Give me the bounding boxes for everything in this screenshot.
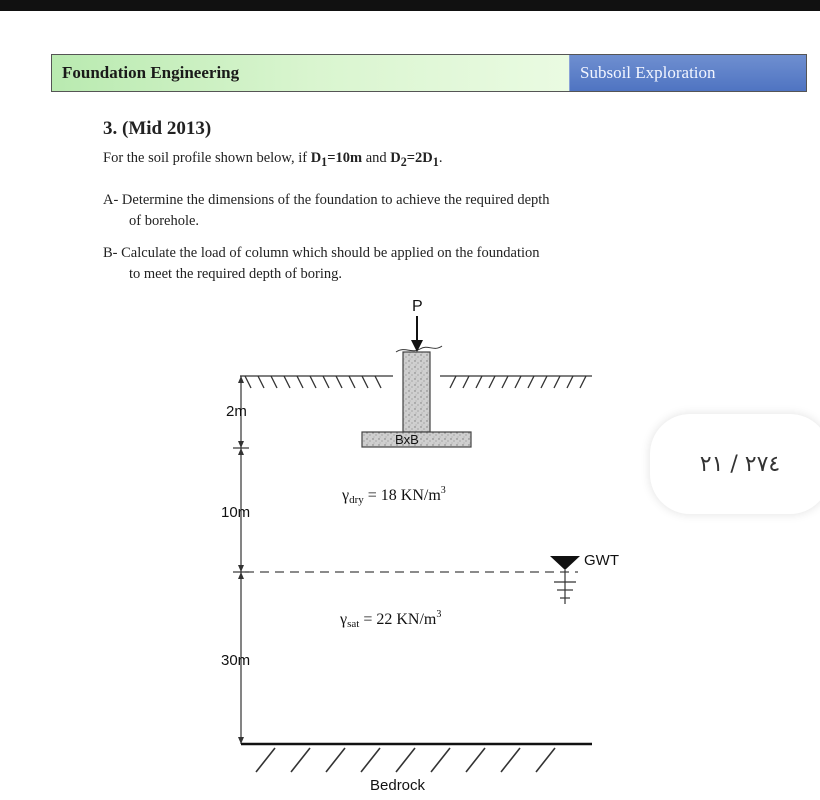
dim-2m: 2m: [226, 403, 247, 420]
gwt-label: GWT: [584, 552, 619, 569]
ground-surface-left: [240, 376, 393, 388]
dimension-line: [233, 376, 249, 744]
load-label: P: [412, 298, 423, 315]
footing-label: BxB: [395, 432, 419, 447]
page-indicator[interactable]: ٢٧٤ / ٢١: [650, 414, 820, 514]
ground-surface-right: [440, 376, 592, 388]
part-b: B- Calculate the load of column which should be applied on the foundation to meet the required depth of boring.: [103, 245, 540, 282]
gamma-sat: γsat = 22 $KN/m^3$: [340, 609, 442, 630]
column-stem: [403, 352, 430, 432]
topic-title: Subsoil Exploration: [569, 55, 806, 91]
course-title: Foundation Engineering: [52, 55, 569, 91]
dim-30m: 30m: [221, 652, 251, 669]
question-title: 3. (Mid 2013): [103, 118, 212, 139]
gwt-triangle: [550, 556, 580, 570]
gamma-dry: γdry = 18 $KN/m^3$: [342, 485, 446, 506]
dim-10m: 10m: [221, 504, 251, 521]
question-intro: For the soil profile shown below, if $D_1=10m$ and $D_2=2D_1$.: [103, 150, 443, 169]
part-a: A- Determine the dimensions of the foundation to achieve the required depth of borehole.: [103, 192, 550, 229]
bedrock-hatch: [256, 748, 555, 772]
bedrock-label: Bedrock: [370, 777, 426, 794]
